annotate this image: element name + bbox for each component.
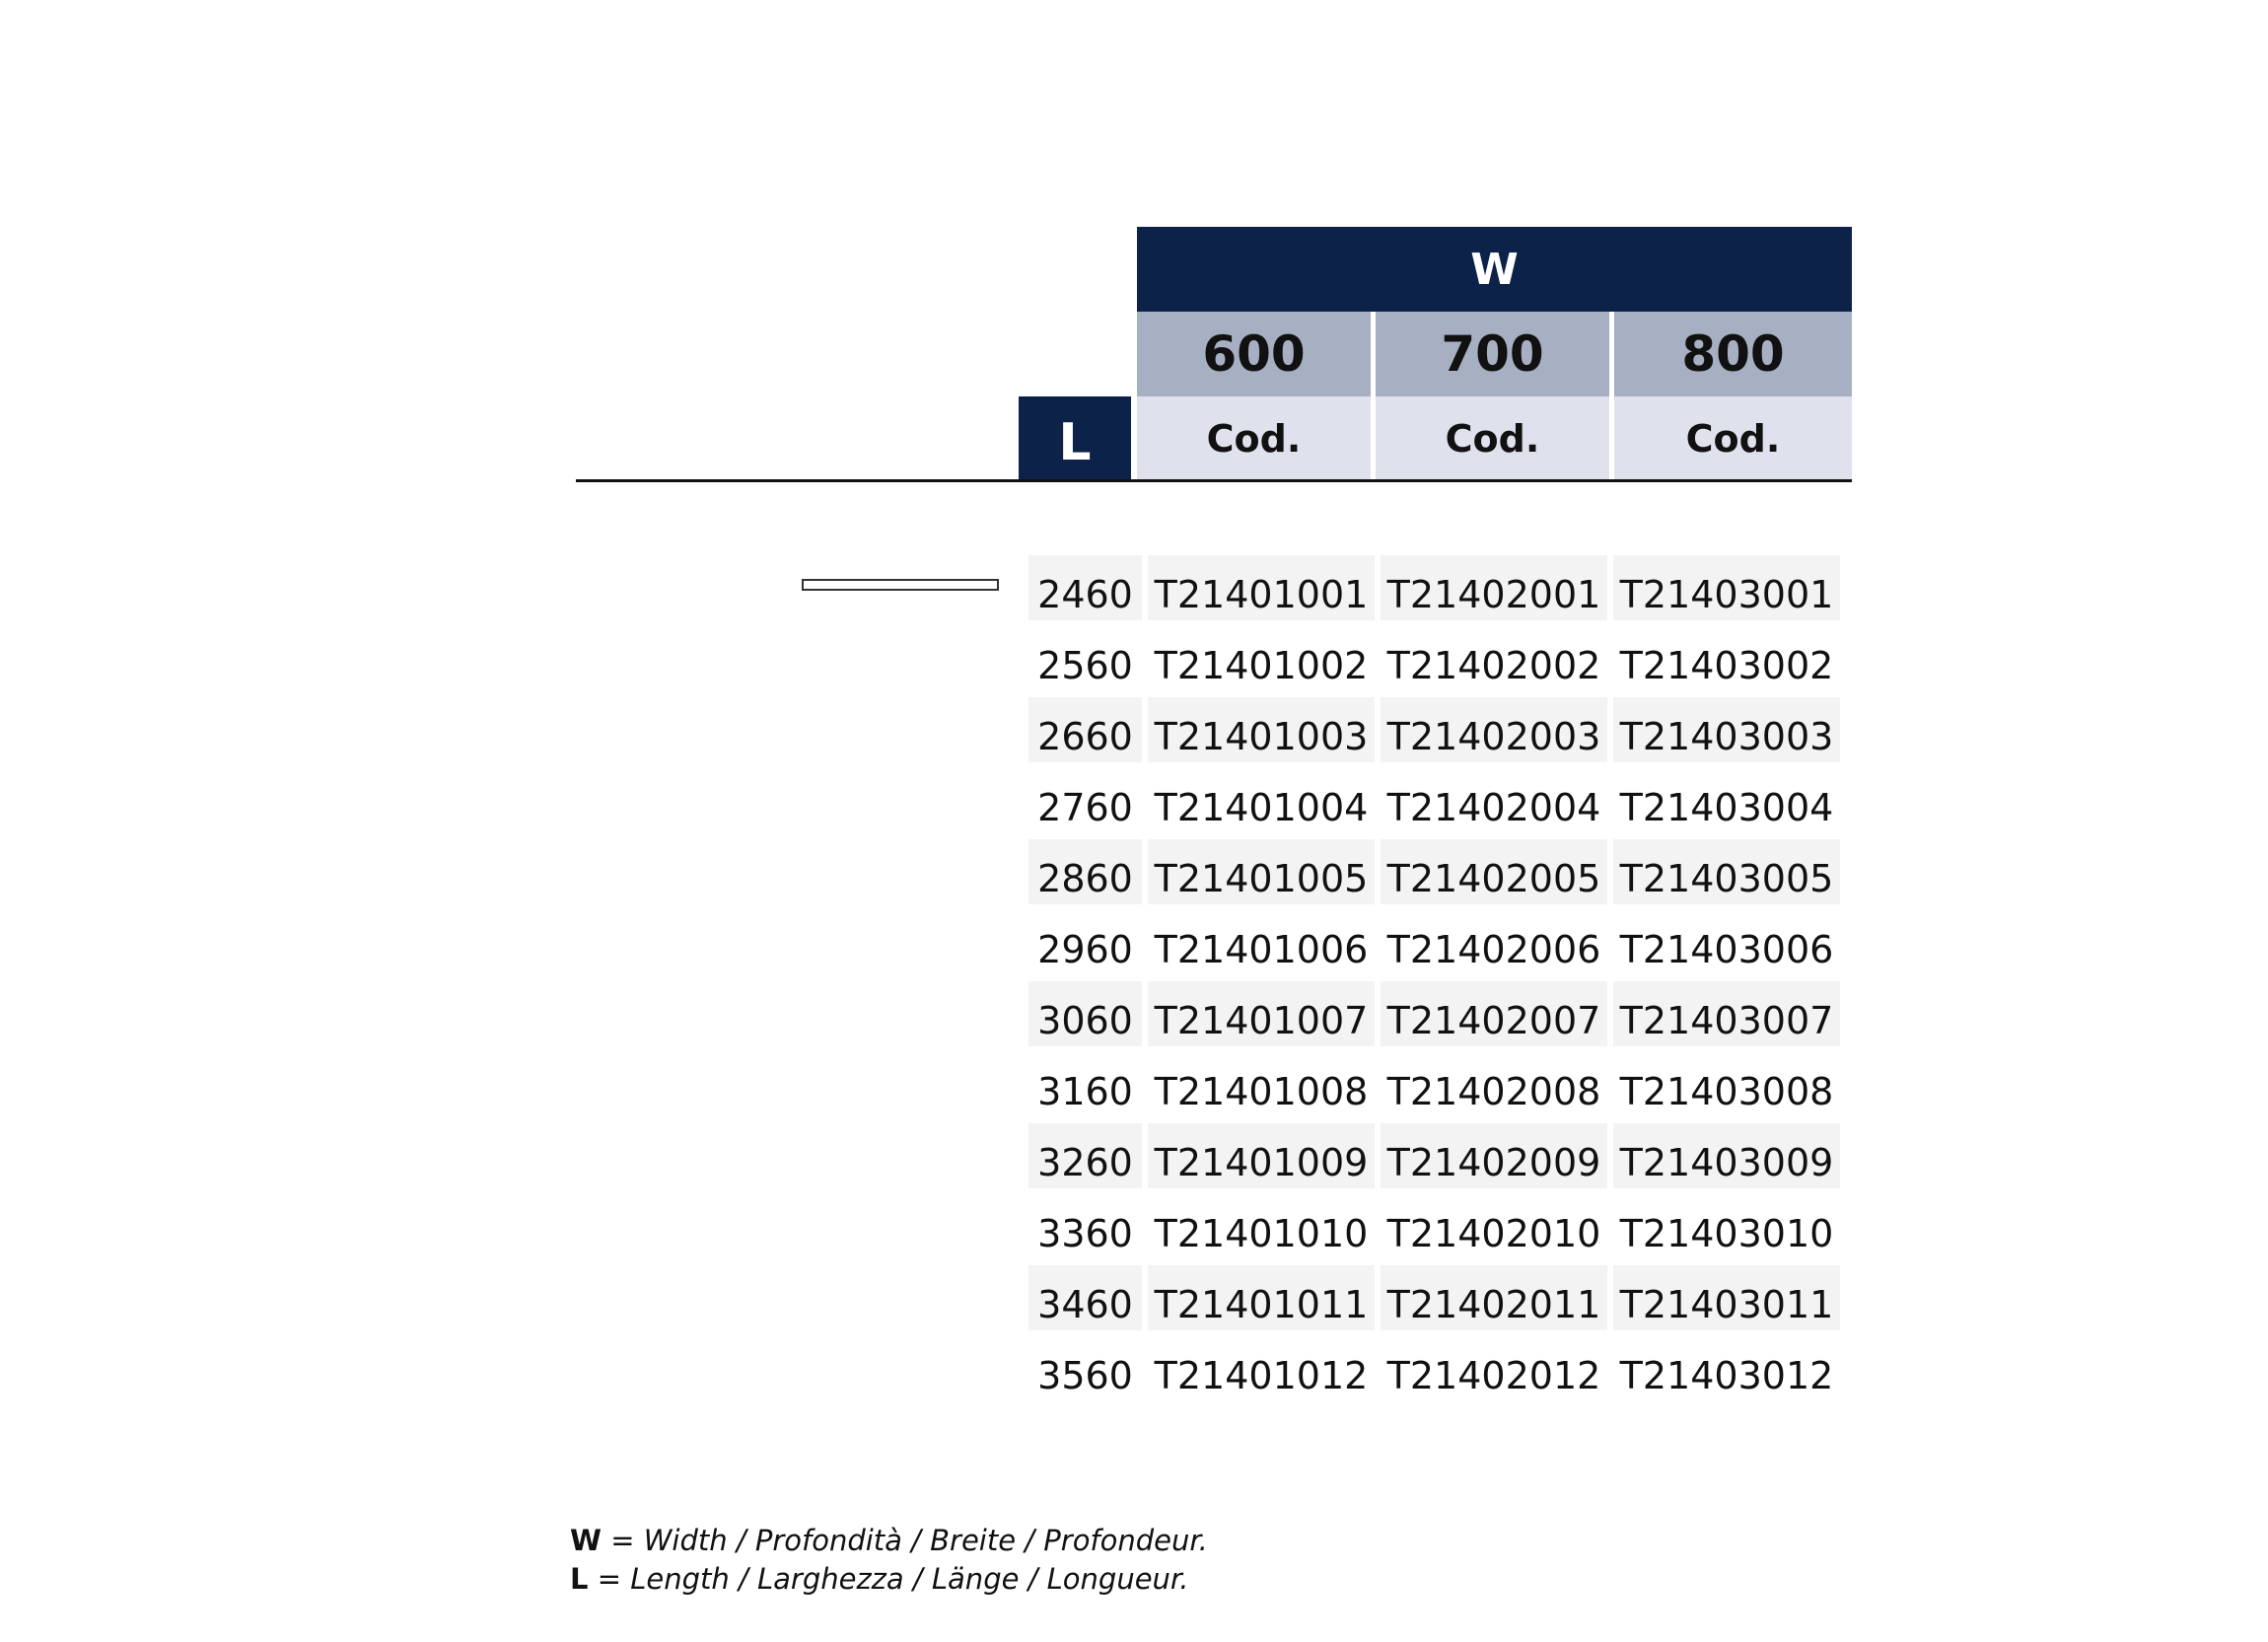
code-cell: T21403001 <box>1613 555 1840 620</box>
code-cell: T21403006 <box>1619 928 1834 971</box>
length-cell: 3360 <box>1037 1212 1133 1255</box>
code-cell: T21401007 <box>1148 981 1375 1046</box>
code-cell: T21403008 <box>1619 1070 1834 1113</box>
code-cell: T21401010 <box>1154 1212 1369 1255</box>
code-cell: T21403003 <box>1613 697 1840 762</box>
code-cell: T21401001 <box>1148 555 1375 620</box>
length-cell: 3460 <box>1028 1265 1142 1330</box>
code-cell: T21403011 <box>1613 1265 1840 1330</box>
code-cell: T21403010 <box>1619 1212 1834 1255</box>
table-row <box>1028 1336 1840 1407</box>
length-cell: 2960 <box>1037 928 1133 971</box>
code-header-1 <box>1137 396 1371 481</box>
width-header <box>1137 227 1852 312</box>
width-header-label: W <box>1470 244 1519 295</box>
code-cell: T21403007 <box>1613 981 1840 1046</box>
legend-w-equals: = <box>610 1524 635 1557</box>
width-value-label: 800 <box>1681 325 1785 383</box>
code-cell: T21402001 <box>1381 555 1607 620</box>
rectangular-bar-icon <box>802 579 999 591</box>
code-header-label: Cod. <box>1685 417 1781 461</box>
legend-w-desc: Width / Profondità / Breite / Profondeur. <box>643 1524 1208 1557</box>
code-cell: T21402005 <box>1381 839 1607 904</box>
code-cell: T21403002 <box>1619 644 1834 687</box>
code-cell: T21401006 <box>1154 928 1369 971</box>
code-cell: T21402006 <box>1386 928 1601 971</box>
table-row <box>1028 1123 1840 1194</box>
table-row <box>1028 981 1840 1052</box>
table-row <box>1028 626 1840 697</box>
table-row <box>1028 697 1840 768</box>
code-cell: T21402011 <box>1381 1265 1607 1330</box>
legend-width-line <box>570 1522 1208 1560</box>
length-header <box>1019 396 1131 481</box>
code-cell: T21401008 <box>1154 1070 1369 1113</box>
length-cell: 3060 <box>1028 981 1142 1046</box>
code-cell: T21402012 <box>1386 1354 1601 1397</box>
code-cell: T21402003 <box>1381 697 1607 762</box>
legend <box>570 1522 1208 1599</box>
legend-w-key: W <box>570 1524 602 1557</box>
width-value-label: 700 <box>1441 325 1544 383</box>
length-cell: 3560 <box>1037 1354 1133 1397</box>
table-row <box>1028 768 1840 839</box>
code-cell: T21403004 <box>1619 786 1834 829</box>
length-cell: 3160 <box>1037 1070 1133 1113</box>
legend-l-equals: = <box>597 1562 622 1596</box>
code-cell: T21401011 <box>1148 1265 1375 1330</box>
length-header-label: L <box>1058 413 1092 472</box>
legend-length-line <box>570 1560 1208 1599</box>
width-value-600 <box>1137 312 1371 396</box>
code-cell: T21402002 <box>1386 644 1601 687</box>
code-cell: T21403009 <box>1613 1123 1840 1188</box>
code-cell: T21402008 <box>1386 1070 1601 1113</box>
product-code-table <box>1028 555 1840 1407</box>
table-row <box>1028 910 1840 981</box>
code-cell: T21401012 <box>1154 1354 1369 1397</box>
code-cell: T21403005 <box>1613 839 1840 904</box>
table-row <box>1028 555 1840 626</box>
legend-l-desc: Length / Larghezza / Länge / Longueur. <box>630 1562 1189 1596</box>
code-cell: T21401003 <box>1148 697 1375 762</box>
code-cell: T21402004 <box>1386 786 1601 829</box>
length-cell: 2460 <box>1028 555 1142 620</box>
width-value-800 <box>1614 312 1852 396</box>
width-value-700 <box>1376 312 1609 396</box>
code-cell: T21401005 <box>1148 839 1375 904</box>
length-cell: 2860 <box>1028 839 1142 904</box>
table-row <box>1028 839 1840 910</box>
code-cell: T21401002 <box>1154 644 1369 687</box>
code-cell: T21401004 <box>1154 786 1369 829</box>
table-row <box>1028 1194 1840 1265</box>
code-header-label: Cod. <box>1445 417 1540 461</box>
code-cell: T21402010 <box>1386 1212 1601 1255</box>
code-header-2 <box>1376 396 1609 481</box>
length-cell: 3260 <box>1028 1123 1142 1188</box>
length-cell: 2560 <box>1037 644 1133 687</box>
code-cell: T21403012 <box>1619 1354 1834 1397</box>
width-value-label: 600 <box>1202 325 1306 383</box>
length-cell: 2660 <box>1028 697 1142 762</box>
code-cell: T21402007 <box>1381 981 1607 1046</box>
header-divider <box>576 479 1852 482</box>
code-header-3 <box>1614 396 1852 481</box>
length-cell: 2760 <box>1037 786 1133 829</box>
legend-l-key: L <box>570 1562 589 1596</box>
table-row <box>1028 1052 1840 1123</box>
code-cell: T21401009 <box>1148 1123 1375 1188</box>
table-row <box>1028 1265 1840 1336</box>
code-cell: T21402009 <box>1381 1123 1607 1188</box>
code-header-label: Cod. <box>1206 417 1302 461</box>
